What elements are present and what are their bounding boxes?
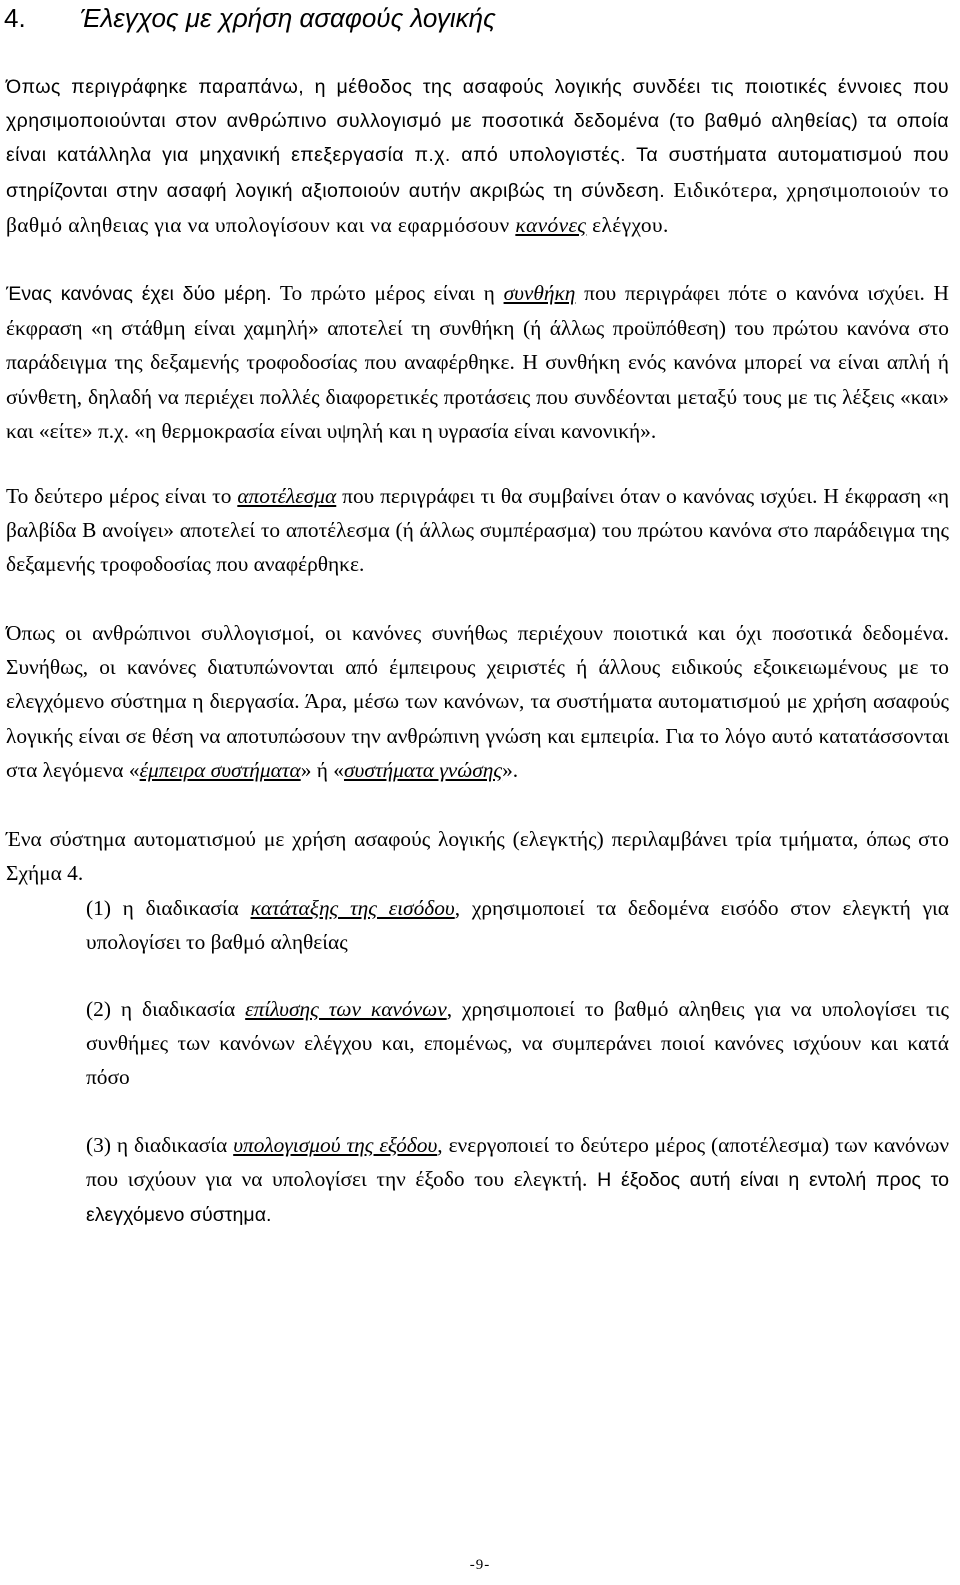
section-number: 4. (4, 3, 26, 33)
term-expert-systems: έμπειρα συστήματα (139, 757, 301, 782)
paragraph-result (6, 479, 949, 582)
term-result: αποτέλεσμα (237, 484, 337, 508)
paragraph-condition (6, 276, 949, 448)
paragraph-intro (6, 70, 949, 243)
list-item-text: (2) η διαδικασία (86, 997, 246, 1021)
term-rule-resolution: επίλυσης των κανόνων (245, 997, 447, 1021)
paragraph-text: που περιγράφει πότε ο κανόνα ισχύει. (575, 281, 925, 305)
list-item-rule-evaluation (86, 992, 949, 1095)
list-item-text: , χρησιμοποιεί το βαθμό αληθεις για να υπολογίσει τις συνθήμες των κανόνων ελέγχου και, επομένως, να συμπεράνει ποιοί κανόνες ισχύουν και κατά πόσο (86, 997, 949, 1090)
paragraph-text: ελέγχου. (586, 212, 669, 237)
list-item-text: Η έξοδος αυτή είναι η εντολή προς το ελεγχόμενο σύστημα. (86, 1169, 949, 1227)
paragraph-text: Η έκφραση «η βαλβίδα Β ανοίγει» αποτελεί το αποτέλεσμα (ή άλλως συμπέρασμα) του πρώτου κανόνα στο παράδειγμα της δεξαμενής τροφοδοσίας που αναφέρθηκε. (6, 484, 950, 577)
term-input-classification: κατάταξης της εισόδου (250, 896, 455, 920)
section-title: Έλεγχος με χρήση ασαφούς λογικής (80, 3, 496, 33)
list-item-text: , χρησιμοποιεί τα δεδομένα εισόδο στον ελεγκτή για υπολογίσει το βαθμό αληθείας (86, 896, 949, 955)
term-rules: κανόνες (515, 212, 587, 237)
paragraph-text: Το δεύτερο μέρος είναι το (6, 484, 238, 508)
paragraph-text: Η έκφραση «η στάθμη είναι χαμηλή» αποτελεί τη συνθήκη (ή άλλως προϋπόθεση) του πρώτου κανόνα στο παράδειγμα της δεξαμενής τροφοδοσίας που αναφέρθηκε. Η συνθήκη ενός κανόνα μπορεί να είναι απλή ή σύνθετη, δηλαδή να περιέχει πολλές διαφορετικές προτάσεις που συνδέονται μεταξύ τους με τις λέξεις «και» και «είτε» π.χ. «η θερμοκρασία είναι υψηλή και η υγρασία είναι κανονική». (6, 281, 949, 443)
paragraph-text: ». (502, 757, 519, 782)
list-item-fuzzification (86, 891, 949, 959)
paragraph-text: που περιγράφει τι θα συμβαίνει όταν ο κανόνας ισχύει. (336, 484, 818, 508)
paragraph-text: Όπως οι ανθρώπινοι συλλογισμοί, οι κανόνες συνήθως περιέχουν ποιοτικά και όχι ποσοτικά δεδομένα. (6, 621, 949, 645)
paragraph-text: Όπως περιγράφηκε παραπάνω, η μέθοδος της ασαφούς λογικής συνδέει τις ποιοτικές έννοιες που χρησιμοποιούνται στον ανθρώπινο συλλογισμό με ποσοτικά δεδομένα (το βαθμό αληθείας) τα οποία είναι κατάλληλα για μηχανική επεξεργασία π.χ. από υπολογιστές. Τα συστήματα αυτοματισμού που στηρίζονται στην ασαφή λογική αξιοποιούν αυτήν ακριβώς τη σύνδεση. (6, 76, 949, 202)
page-number: -9- (469, 1557, 491, 1573)
list-item-defuzzification (86, 1128, 949, 1233)
paragraph-expert-systems (6, 616, 949, 787)
section-heading (4, 2, 954, 34)
term-condition: συνθήκη (503, 281, 576, 305)
paragraph-text: Ένας κανόνας έχει δύο μέρη. (6, 283, 272, 305)
paragraph-text: » ή « (300, 757, 344, 782)
paragraph-text: Συνήθως, οι κανόνες διατυπώνονται από έμπειρους χειριστές ή άλλους ειδικούς εξοικειωμένους με το ελεγχόμενο σύστημα η διεργασία. Άρα, μέσω των κανόνων, τα συστήματα αυτοματισμού με χρήση ασαφούς λογικής είναι σε θέση να αποτυπώσουν την ανθρώπινη γνώση και εμπειρία. Για το λόγο αυτό κατατάσσονται στα λεγόμενα « (6, 655, 949, 782)
list-item-text: (3) η διαδικασία (86, 1133, 234, 1157)
paragraph-text: Ειδικότερα, χρησιμοποιούν το βαθμό αληθειας για να υπολογίσουν και να εφαρμόσουν (6, 177, 949, 237)
paragraph-controller-parts (6, 822, 949, 890)
list-item-text: , ενεργοποιεί το δεύτερο μέρος (αποτέλεσμα) των κανόνων που ισχύουν για να υπολογίσει την έξοδο του ελεγκτή. (86, 1133, 949, 1192)
list-item-text: (1) η διαδικασία (86, 896, 251, 920)
term-knowledge-systems: συστήματα γνώσης (343, 757, 503, 782)
term-output-computation: υπολογισμού της εξόδου (233, 1133, 438, 1157)
paragraph-text: Το πρώτο μέρος είναι η (271, 281, 504, 305)
paragraph-text: Ένα σύστημα αυτοματισμού με χρήση ασαφούς λογικής (ελεγκτής) περιλαμβάνει τρία τμήματα, όπως στο Σχήμα 4. (6, 827, 949, 886)
